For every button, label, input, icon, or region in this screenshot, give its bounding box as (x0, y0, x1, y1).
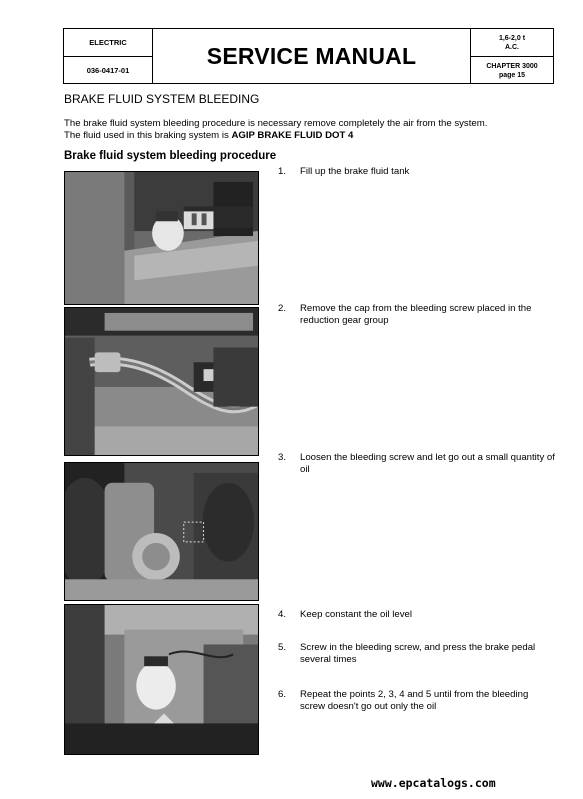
loosen-bleeding-screw-photo (64, 462, 259, 601)
header-doc-number: 036-0417-01 (64, 57, 153, 84)
intro-line-1: The brake fluid system bleeding procedure is necessary remove completely the air from the system. (64, 118, 488, 129)
oil-level-tank-photo (64, 604, 259, 755)
step-number: 6. (278, 689, 287, 700)
step-number: 4. (278, 609, 287, 620)
header-chapter (471, 57, 553, 84)
header-title: SERVICE MANUAL (153, 29, 471, 84)
section-title: BRAKE FLUID SYSTEM BLEEDING (64, 92, 260, 106)
procedure-title: Brake fluid system bleeding procedure (64, 150, 277, 162)
step-text: Screw in the bleeding screw, and press the brake pedal several times (300, 642, 536, 665)
header-page-number: page 15 (498, 71, 526, 79)
header-category: ELECTRIC (64, 29, 153, 57)
step-number: 2. (278, 303, 287, 314)
step-text: Repeat the points 2, 3, 4 and 5 until from the bleeding screw doesn't go out only the oil (300, 689, 529, 712)
header-table (63, 28, 554, 84)
step-number: 3. (278, 452, 287, 463)
header-capacity (471, 29, 553, 57)
step-text: Fill up the brake fluid tank (300, 166, 410, 177)
step-text: Loosen the bleeding screw and let go out a small quantity of oil (300, 452, 555, 475)
bleeding-screw-cap-photo (64, 307, 259, 456)
intro-line-2-text: The fluid used in this braking system is (64, 130, 232, 141)
fluid-name: AGIP BRAKE FLUID DOT 4 (231, 130, 354, 141)
intro-paragraph (64, 118, 554, 142)
header-capacity-tonnage: 1,6-2,0 t (498, 34, 526, 42)
step-number: 1. (278, 166, 287, 177)
brake-fluid-tank-photo (64, 171, 259, 305)
header-capacity-type: A.C. (505, 43, 519, 51)
step-text: Remove the cap from the bleeding screw placed in the reduction gear group (300, 303, 532, 326)
intro-line-2 (64, 130, 554, 142)
step-text: Keep constant the oil level (300, 609, 413, 620)
step-number: 5. (278, 642, 287, 653)
footer-watermark-url: www.epcatalogs.com (371, 776, 496, 790)
header-chapter-number: CHAPTER 3000 (486, 62, 538, 70)
